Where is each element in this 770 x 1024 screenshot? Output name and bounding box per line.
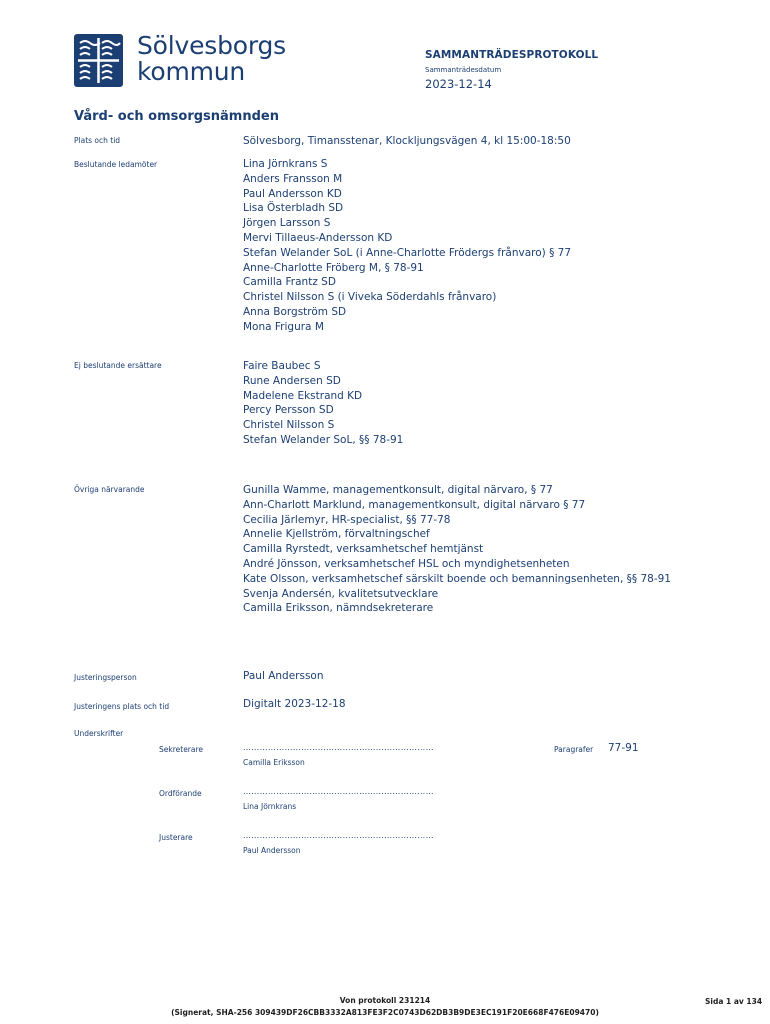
footer-protocol: Von protokoll 231214 xyxy=(339,996,431,1005)
list-item: Anna Borgström SD xyxy=(243,305,347,318)
signature-line: …………………………………………………………… xyxy=(243,743,434,752)
list-item: Svenja Andersén, kvalitetsutvecklare xyxy=(243,587,439,600)
meeting-date-label: Sammanträdesdatum xyxy=(425,66,502,74)
others-present-label: Övriga närvarande xyxy=(74,485,145,494)
list-item: Mervi Tillaeus-Andersson KD xyxy=(243,231,393,244)
substitutes-label: Ej beslutande ersättare xyxy=(74,361,162,370)
adjuster-signature-label: Justerare xyxy=(159,833,193,842)
others-present-list xyxy=(243,483,671,616)
signature-line: …………………………………………………………… xyxy=(243,787,434,796)
document-type: SAMMANTRÄDESPROTOKOLL xyxy=(425,49,599,61)
logo-line-1: Sölvesborgs xyxy=(137,31,287,60)
adjust-place-label: Justeringens plats och tid xyxy=(74,702,170,711)
list-item: Annelie Kjellström, förvaltningschef xyxy=(243,528,430,541)
adjuster-signature-name: Paul Andersson xyxy=(243,846,301,855)
list-item: Anders Fransson M xyxy=(243,172,343,185)
place-value: Sölvesborg, Timansstenar, Klockljungsvägen 4, kl 15:00-18:50 xyxy=(243,135,571,147)
adjust-place-value: Digitalt 2023-12-18 xyxy=(243,698,346,710)
list-item: Stefan Welander SoL (i Anne-Charlotte Frödergs frånvaro) § 77 xyxy=(243,246,572,259)
list-item: Paul Andersson KD xyxy=(243,187,342,200)
adjuster-label: Justeringsperson xyxy=(74,673,137,682)
signature-line: …………………………………………………………… xyxy=(243,831,434,840)
list-item: Faire Baubec S xyxy=(243,360,321,372)
list-item: Camilla Frantz SD xyxy=(243,276,336,289)
list-item: Cecilia Järlemyr, HR-specialist, §§ 77-78 xyxy=(243,513,451,526)
list-item: Rune Andersen SD xyxy=(243,374,341,387)
logo-line-2: kommun xyxy=(137,57,246,86)
place-label: Plats och tid xyxy=(74,136,121,145)
municipality-logo-icon xyxy=(74,34,123,87)
list-item: Christel Nilsson S xyxy=(243,419,335,432)
secretary-name: Camilla Eriksson xyxy=(243,758,305,767)
list-item: Mona Frigura M xyxy=(243,320,324,333)
list-item: Percy Persson SD xyxy=(243,404,334,417)
meeting-date-value: 2023-12-14 xyxy=(425,77,492,91)
paragraphs-label: Paragrafer xyxy=(554,745,594,754)
committee-title: Vård- och omsorgsnämnden xyxy=(74,109,279,124)
list-item: Ann-Charlott Marklund, managementkonsult, digital närvaro § 77 xyxy=(243,498,586,511)
list-item: Lina Jörnkrans S xyxy=(243,158,328,170)
signatures-label: Underskrifter xyxy=(74,729,124,738)
adjuster-value: Paul Andersson xyxy=(243,670,324,682)
chair-label: Ordförande xyxy=(159,789,202,798)
list-item: Stefan Welander SoL, §§ 78-91 xyxy=(243,433,404,446)
paragraphs-value: 77-91 xyxy=(608,742,639,754)
list-item: Madelene Ekstrand KD xyxy=(243,389,363,402)
secretary-label: Sekreterare xyxy=(159,745,204,754)
list-item: Gunilla Wamme, managementkonsult, digital närvaro, § 77 xyxy=(243,484,553,496)
footer-signature: (Signerat, SHA-256 309439DF26CBB3332A813FE3F2C0743D62DB3B9DE3EC191F20E668F476E09470) xyxy=(171,1008,599,1017)
list-item: Christel Nilsson S (i Viveka Söderdahls frånvaro) xyxy=(243,291,497,304)
list-item: Camilla Eriksson, nämndsekreterare xyxy=(243,602,434,615)
list-item: Kate Olsson, verksamhetschef särskilt boende och bemanningsenheten, §§ 78-91 xyxy=(243,572,671,585)
list-item: Anne-Charlotte Fröberg M, § 78-91 xyxy=(243,261,424,274)
municipality-logo-text xyxy=(137,33,286,85)
list-item: Lisa Österbladh SD xyxy=(243,202,344,215)
voting-members-label: Beslutande ledamöter xyxy=(74,160,158,169)
voting-members-list xyxy=(243,157,571,335)
substitutes-list xyxy=(243,359,403,448)
footer-page-number: Sida 1 av 134 xyxy=(705,997,763,1006)
list-item: Jörgen Larsson S xyxy=(243,217,331,230)
list-item: André Jönsson, verksamhetschef HSL och myndighetsenheten xyxy=(243,557,570,570)
chair-name: Lina Jörnkrans xyxy=(243,802,297,811)
list-item: Camilla Ryrstedt, verksamhetschef hemtjänst xyxy=(243,543,484,556)
